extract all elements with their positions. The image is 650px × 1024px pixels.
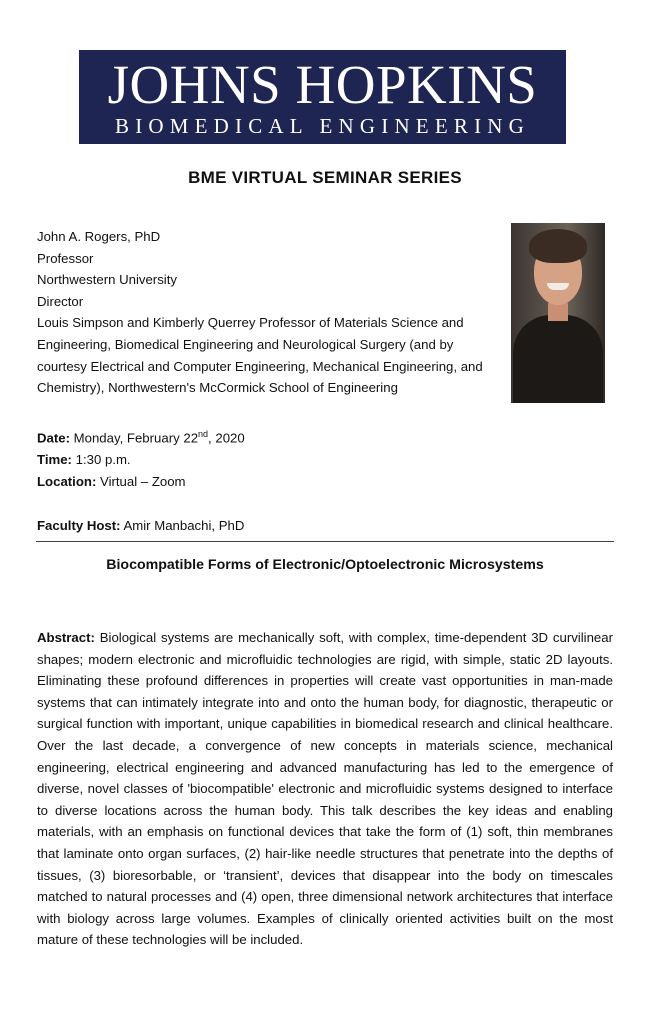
event-date xyxy=(37,424,245,449)
date-year: , 2020 xyxy=(208,430,245,446)
abstract-label: Abstract: xyxy=(37,630,95,645)
abstract-text: Biological systems are mechanically soft, with complex, time-dependent 3D curvilinear shapes; modern electronic and microfluidic technologies are rigid, with simple, static 2D layouts. Eliminating these profound differences in properties will create vast opportunities in man-made systems that can intimately integrate into and onto the human body, for diagnostic, therapeutic or surgical function with important, unique capabilities in biomedical research and clinical healthcare. Over the last decade, a convergence of new concepts in materials science, mechanical engineering, electrical engineering and advanced manufacturing has led to the emergence of diverse, novel classes of 'biocompatible' electronic and microfluidic systems designed to interface to diverse locations across the human body. This talk describes the key ideas and enabling materials, with an emphasis on functional devices that take the form of (1) soft, thin membranes that laminate onto organ surfaces, (2) hair-like needle structures that penetrate into the depths of tissues, (3) bioresorbable, or ‘transient’, devices that disappear into the body on timescales matched to natural processes and (4) open, three dimensional network architectures that interface with biology across large volumes. Examples of clinically oriented activities built on the most mature of these technologies will be included. xyxy=(37,630,613,948)
speaker-info xyxy=(37,226,507,399)
location-value: Virtual – Zoom xyxy=(100,473,186,489)
host-label: Faculty Host: xyxy=(37,518,121,533)
faculty-host xyxy=(37,516,244,536)
photo-neck xyxy=(548,303,568,321)
speaker-role: Director xyxy=(37,293,84,309)
series-title: BME VIRTUAL SEMINAR SERIES xyxy=(188,168,462,187)
host-value: Amir Manbachi, PhD xyxy=(123,518,245,533)
time-label: Time: xyxy=(37,451,72,467)
date-suffix: nd xyxy=(198,429,209,439)
speaker-appointment-line: courtesy Electrical and Computer Engineering, Mechanical Engineering, and xyxy=(37,358,483,374)
speaker-photo xyxy=(511,223,605,403)
photo-shirt xyxy=(513,315,603,403)
logo-title: JOHNS HOPKINS xyxy=(107,54,538,115)
abstract xyxy=(37,627,613,951)
speaker-appointment-line: Engineering, Biomedical Engineering and Neurological Surgery (and by xyxy=(37,336,454,352)
time-value: 1:30 p.m. xyxy=(75,451,131,467)
jhu-bme-logo xyxy=(79,50,566,144)
location-label: Location: xyxy=(37,473,97,489)
event-time xyxy=(37,449,245,471)
logo-subtitle: BIOMEDICAL ENGINEERING xyxy=(115,114,530,138)
event-details xyxy=(37,424,245,492)
photo-smile xyxy=(547,283,569,290)
date-label: Date: xyxy=(37,430,70,446)
speaker-appointment-line: Chemistry), Northwestern's McCormick School of Engineering xyxy=(37,380,398,396)
photo-hair xyxy=(529,229,587,263)
speaker-name: John A. Rogers, PhD xyxy=(37,229,161,244)
date-value: Monday, February 22 xyxy=(73,430,199,446)
talk-title: Biocompatible Forms of Electronic/Optoelectronic Microsystems xyxy=(106,557,544,573)
event-location xyxy=(37,471,245,493)
speaker-institution: Northwestern University xyxy=(37,272,177,288)
speaker-appointment-line: Louis Simpson and Kimberly Querrey Professor of Materials Science and xyxy=(37,315,464,331)
speaker-title: Professor xyxy=(37,250,94,266)
divider xyxy=(36,541,614,542)
